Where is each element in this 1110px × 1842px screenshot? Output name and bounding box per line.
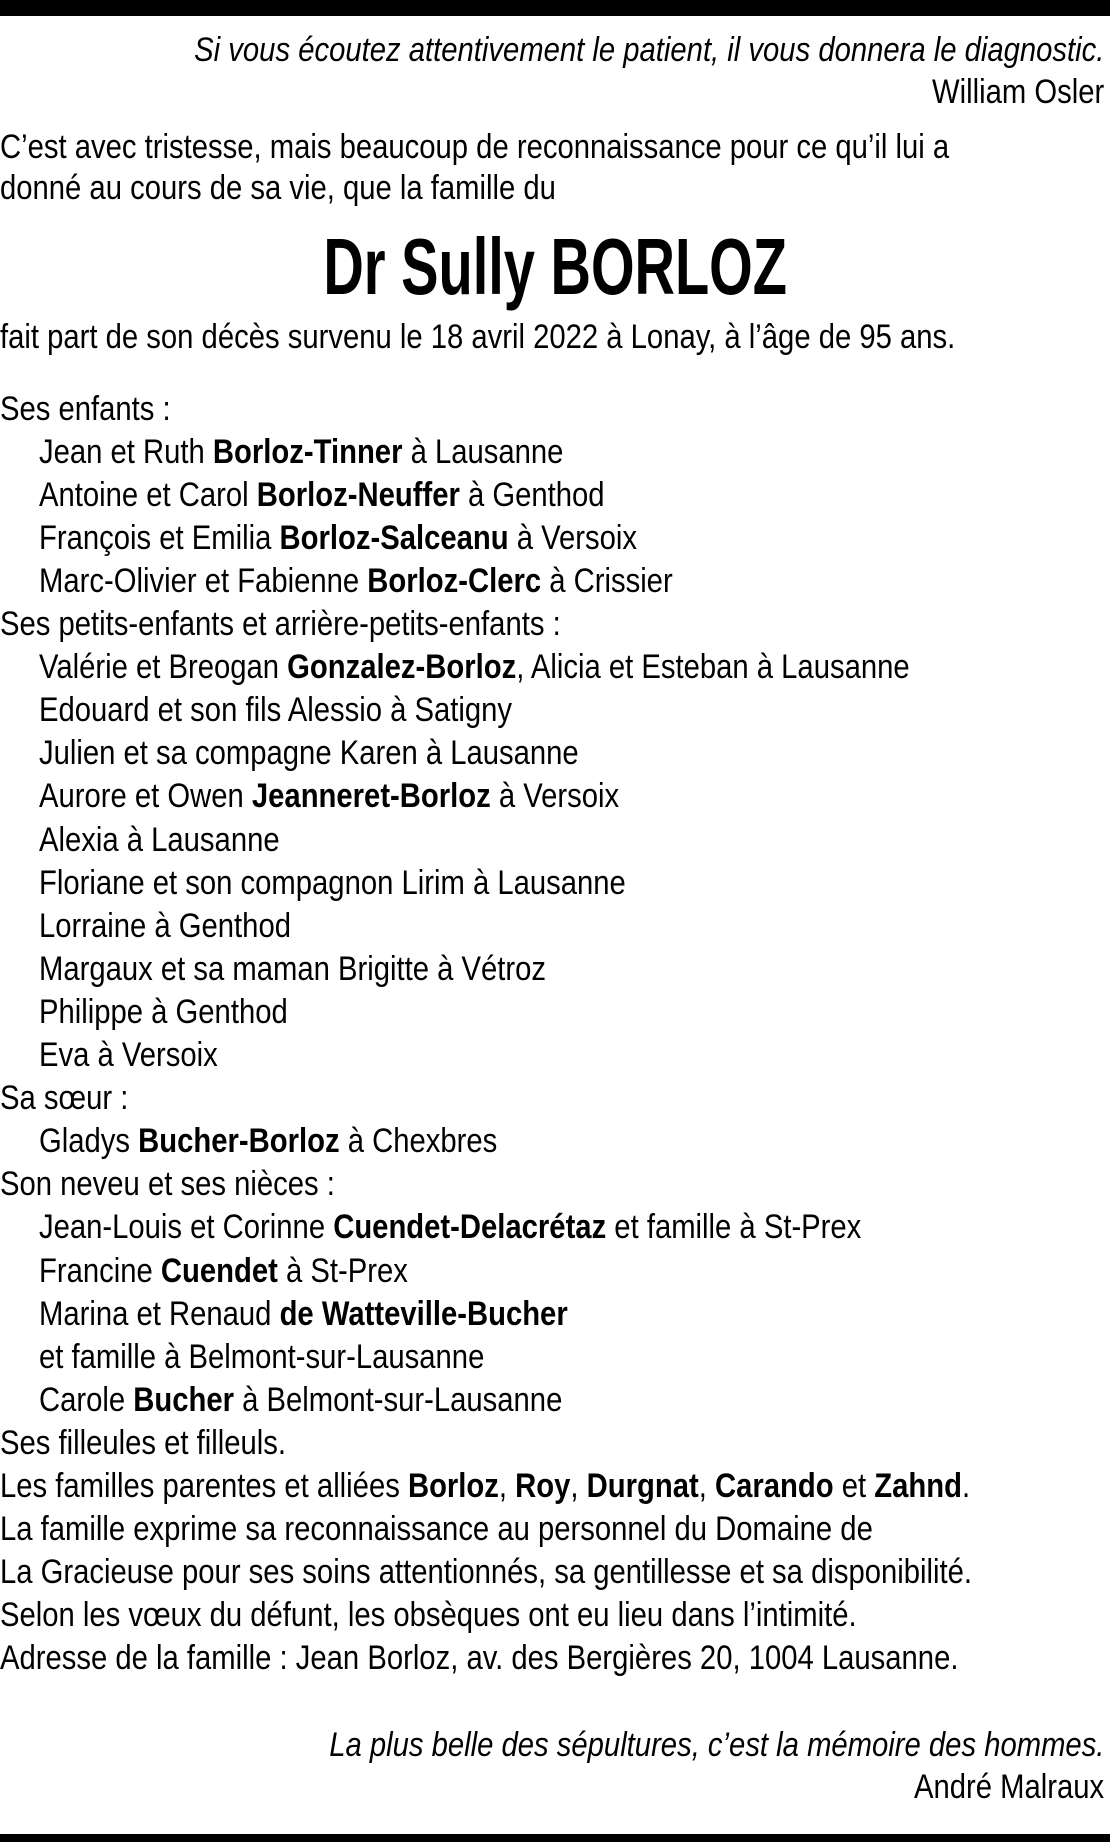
family-member-line <box>39 431 1110 474</box>
family-surname: Borloz-Tinner <box>212 432 403 471</box>
family-surname: Jeanneret-Borloz <box>251 777 491 816</box>
closing-quote <box>0 1724 1110 1767</box>
section-heading-line <box>0 1422 1110 1465</box>
section-heading-line <box>0 1508 1110 1551</box>
line-text: Ses enfants : <box>0 389 171 428</box>
line-text: et <box>833 1467 875 1505</box>
intro-text-1: C’est avec tristesse, mais beaucoup de reconnaissance pour ce qu’il lui a <box>0 128 950 166</box>
family-member-line <box>39 1250 1110 1293</box>
section-heading-line <box>0 388 1110 431</box>
family-surname: Zahnd <box>874 1467 962 1505</box>
line-text: Gladys <box>39 1122 139 1161</box>
line-text: Selon les vœux du défunt, les obsèques ont eu lieu dans l’intimité. <box>0 1596 857 1635</box>
line-text: Son neveu et ses nièces : <box>0 1165 335 1204</box>
section-heading-line <box>0 603 1110 646</box>
line-text: Sa sœur : <box>0 1079 129 1118</box>
line-content <box>0 1077 128 1120</box>
section-heading-line <box>0 1551 1110 1594</box>
family-surname: Cuendet <box>160 1251 278 1290</box>
line-text: Carole <box>39 1380 134 1419</box>
family-member-line <box>39 819 1110 862</box>
family-member-line <box>39 646 1110 689</box>
line-text: Jean-Louis et Corinne <box>39 1208 334 1247</box>
family-member-line <box>39 1379 1110 1422</box>
line-content <box>0 603 561 646</box>
line-text: et famille à Belmont-sur-Lausanne <box>39 1337 485 1376</box>
line-text: Floriane et son compagnon Lirim à Lausanne <box>39 863 626 902</box>
line-content <box>39 732 579 775</box>
line-text: à Crissier <box>541 561 673 600</box>
family-member-line <box>39 732 1110 775</box>
announcement <box>0 316 1110 359</box>
line-content <box>0 1465 970 1508</box>
line-text: Francine <box>39 1251 161 1290</box>
section-heading-line <box>0 1465 1110 1508</box>
line-content <box>0 1551 972 1594</box>
closing-quote-author <box>0 1766 1110 1809</box>
line-text: Antoine et Carol <box>39 475 257 514</box>
family-member-line <box>39 1206 1110 1249</box>
intro-line-2 <box>0 167 1110 210</box>
line-text: , Alicia et Esteban à Lausanne <box>516 648 910 687</box>
intro-text-2: donné au cours de sa vie, que la famille du <box>0 169 556 207</box>
family-surname: Gonzalez-Borloz <box>287 648 517 687</box>
line-text: à Belmont-sur-Lausanne <box>234 1380 563 1419</box>
line-content <box>39 862 626 905</box>
line-content <box>39 517 637 560</box>
family-surname: Borloz <box>407 1467 499 1505</box>
line-text: Adresse de la famille : Jean Borloz, av. des Bergières 20, 1004 Lausanne. <box>0 1639 959 1678</box>
family-member-line <box>39 948 1110 991</box>
family-surname: Bucher <box>133 1380 235 1419</box>
line-text: Edouard et son fils Alessio à Satigny <box>39 691 512 730</box>
line-content <box>0 1594 857 1637</box>
line-text: Marc-Olivier et Fabienne <box>39 561 368 600</box>
line-content <box>0 1508 873 1551</box>
family-member-line <box>39 775 1110 818</box>
line-content <box>39 474 605 517</box>
closing-quote-author-text: André Malraux <box>913 1768 1104 1806</box>
line-content <box>39 646 910 689</box>
family-member-line <box>39 517 1110 560</box>
line-text: à Versoix <box>490 777 620 816</box>
family-member-line <box>39 689 1110 732</box>
line-content <box>0 1163 335 1206</box>
family-surname: Bucher-Borloz <box>138 1122 340 1161</box>
line-content <box>39 905 291 948</box>
family-member-line <box>39 1336 1110 1379</box>
line-content <box>39 1250 408 1293</box>
line-text: , <box>570 1467 587 1505</box>
line-text: Aurore et Owen <box>39 777 252 816</box>
line-text: Marina et Renaud <box>39 1294 280 1333</box>
line-content <box>39 1293 568 1336</box>
family-surname: Durgnat <box>586 1467 699 1505</box>
line-text: Eva à Versoix <box>39 1036 218 1074</box>
family-member-line <box>39 905 1110 948</box>
opening-quote-author-text: William Osler <box>931 73 1104 111</box>
line-text: , <box>498 1467 516 1505</box>
line-text: Philippe à Genthod <box>39 992 288 1031</box>
line-text: , <box>698 1467 716 1505</box>
line-text: Valérie et Breogan <box>39 648 288 687</box>
top-border <box>0 0 1110 16</box>
line-content <box>39 948 546 991</box>
family-surname: Borloz-Clerc <box>367 561 542 600</box>
family-surname: Borloz-Neuffer <box>256 475 460 514</box>
closing-quote-text: La plus belle des sépultures, c’est la mémoire des hommes. <box>328 1726 1104 1764</box>
line-content <box>39 689 512 732</box>
line-content <box>39 819 280 862</box>
section-heading-line <box>0 1163 1110 1206</box>
family-member-line <box>39 1034 1110 1077</box>
section-heading-line <box>0 1594 1110 1637</box>
line-content <box>39 991 288 1034</box>
line-text: . <box>961 1467 971 1505</box>
deceased-name-text: Dr Sully BORLOZ <box>323 222 787 311</box>
line-text: à Chexbres <box>339 1122 498 1161</box>
line-text: François et Emilia <box>39 518 280 557</box>
line-text: Julien et sa compagne Karen à Lausanne <box>39 734 579 773</box>
opening-quote-author <box>0 71 1110 114</box>
line-text: Jean et Ruth <box>39 432 213 471</box>
line-content <box>39 1379 562 1422</box>
intro-line-1 <box>0 126 1110 169</box>
family-surname: Cuendet-Delacrétaz <box>333 1208 607 1247</box>
line-text: Ses filleules et filleuls. <box>0 1423 287 1462</box>
family-surname: de Watteville-Bucher <box>279 1294 568 1333</box>
line-text: et famille à St-Prex <box>606 1208 862 1247</box>
line-text: Alexia à Lausanne <box>39 820 280 859</box>
line-text: Lorraine à Genthod <box>39 906 291 945</box>
line-text: à Lausanne <box>402 432 564 471</box>
deceased-name <box>0 222 1110 312</box>
section-heading-line <box>0 1637 1110 1680</box>
opening-quote-text: Si vous écoutez attentivement le patient, il vous donnera le diagnostic. <box>193 31 1104 69</box>
line-content <box>0 1422 286 1465</box>
line-content <box>0 1637 958 1680</box>
line-text: à Versoix <box>508 518 637 557</box>
family-member-line <box>39 560 1110 603</box>
bottom-border <box>0 1834 1110 1842</box>
family-member-line <box>39 1293 1110 1336</box>
line-content <box>39 1034 218 1077</box>
line-text: La famille exprime sa reconnaissance au personnel du Domaine de <box>0 1510 873 1549</box>
family-member-line <box>39 1120 1110 1163</box>
family-member-line <box>39 862 1110 905</box>
section-heading-line <box>0 1077 1110 1120</box>
family-surname: Roy <box>515 1467 571 1505</box>
line-text: à Genthod <box>459 475 605 514</box>
announcement-text: fait part de son décès survenu le 18 avril 2022 à Lonay, à l’âge de 95 ans. <box>0 318 956 356</box>
line-content <box>39 431 563 474</box>
line-text: La Gracieuse pour ses soins attentionnés, sa gentillesse et sa disponibilité. <box>0 1553 972 1592</box>
line-content <box>39 775 619 818</box>
line-text: Margaux et sa maman Brigitte à Vétroz <box>39 949 547 988</box>
family-member-line <box>39 474 1110 517</box>
opening-quote <box>0 29 1110 72</box>
line-content <box>39 1336 484 1379</box>
family-surname: Carando <box>715 1467 834 1505</box>
line-content <box>39 1120 497 1163</box>
family-surname: Borloz-Salceanu <box>279 518 509 557</box>
line-content <box>0 388 171 431</box>
line-text: Ses petits-enfants et arrière-petits-enfants : <box>0 605 561 643</box>
family-member-line <box>39 991 1110 1034</box>
line-content <box>39 560 673 603</box>
line-text: Les familles parentes et alliées <box>0 1467 408 1505</box>
line-text: à St-Prex <box>277 1251 408 1290</box>
line-content <box>39 1206 861 1249</box>
